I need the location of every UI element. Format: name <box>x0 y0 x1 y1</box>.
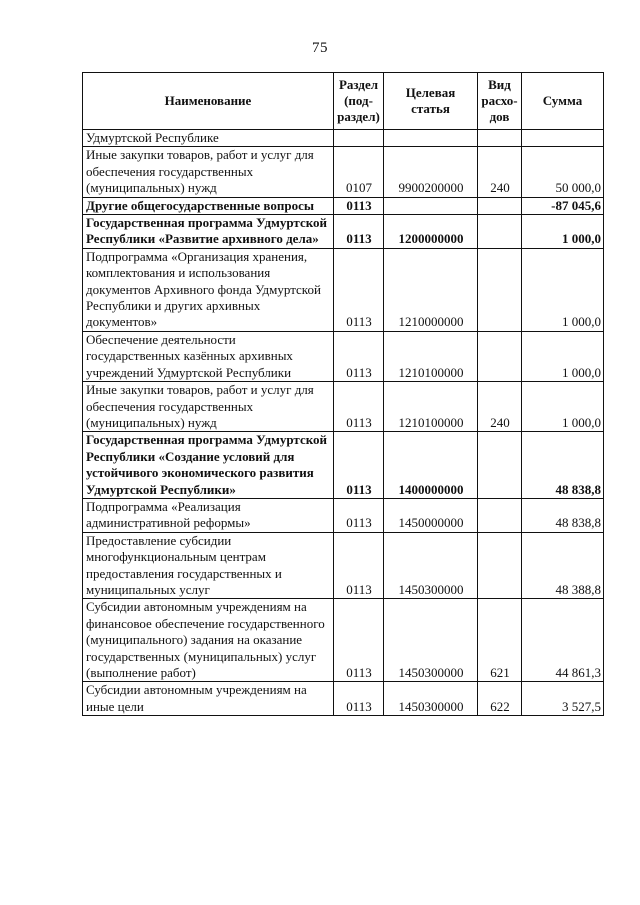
cell-name: Подпрограмма «Реализация административной реформы» <box>83 498 334 532</box>
cell-article: 1450000000 <box>384 498 478 532</box>
table-row <box>83 382 604 432</box>
cell-sum: 48 838,8 <box>522 432 604 499</box>
header-sum: Сумма <box>522 73 604 130</box>
cell-type <box>478 432 522 499</box>
cell-name: Иные закупки товаров, работ и услуг для обеспечения государственных (муниципальных) нужд <box>83 382 334 432</box>
cell-section: 0113 <box>334 498 384 532</box>
table-row <box>83 215 604 249</box>
cell-name: Субсидии автономным учреждениям на иные цели <box>83 682 334 716</box>
cell-article: 1200000000 <box>384 215 478 249</box>
cell-sum: 1 000,0 <box>522 215 604 249</box>
table-row <box>83 682 604 716</box>
table-row <box>83 498 604 532</box>
cell-type: 622 <box>478 682 522 716</box>
cell-name: Другие общегосударственные вопросы <box>83 197 334 214</box>
cell-article: 1210100000 <box>384 382 478 432</box>
header-name: Наименование <box>83 73 334 130</box>
table-row <box>83 432 604 499</box>
header-type: Вид расхо- дов <box>478 73 522 130</box>
cell-sum: 48 388,8 <box>522 532 604 599</box>
table-row <box>83 532 604 599</box>
cell-type <box>478 215 522 249</box>
cell-article: 1450300000 <box>384 682 478 716</box>
cell-section: 0113 <box>334 248 384 331</box>
budget-table <box>82 72 604 716</box>
cell-article <box>384 130 478 147</box>
cell-sum <box>522 130 604 147</box>
table-row <box>83 130 604 147</box>
table-row <box>83 248 604 331</box>
cell-article: 1210100000 <box>384 331 478 381</box>
table-header-row <box>83 73 604 130</box>
cell-name: Обеспечение деятельности государственных казённых архивных учреждений Удмуртской Республики <box>83 331 334 381</box>
header-section: Раздел (под- раздел) <box>334 73 384 130</box>
cell-section: 0113 <box>334 197 384 214</box>
cell-article: 1450300000 <box>384 599 478 682</box>
cell-type <box>478 331 522 381</box>
table-body <box>83 130 604 716</box>
cell-type <box>478 130 522 147</box>
cell-section: 0113 <box>334 382 384 432</box>
cell-name: Предоставление субсидии многофункциональным центрам предоставления государственных и муниципальных услуг <box>83 532 334 599</box>
cell-sum: -87 045,6 <box>522 197 604 214</box>
cell-sum: 48 838,8 <box>522 498 604 532</box>
cell-sum: 50 000,0 <box>522 147 604 197</box>
cell-name: Государственная программа Удмуртской Республики «Создание условий для устойчивого экономического развития Удмуртской Республики» <box>83 432 334 499</box>
cell-article: 1210000000 <box>384 248 478 331</box>
cell-type <box>478 532 522 599</box>
table-row <box>83 147 604 197</box>
cell-sum: 1 000,0 <box>522 382 604 432</box>
cell-article: 1400000000 <box>384 432 478 499</box>
cell-section: 0113 <box>334 432 384 499</box>
cell-type <box>478 197 522 214</box>
page-number: 75 <box>312 40 328 56</box>
cell-article: 1450300000 <box>384 532 478 599</box>
cell-name: Подпрограмма «Организация хранения, комплектования и использования документов Архивного фонда Удмуртской Республики и других архивных документов» <box>83 248 334 331</box>
cell-name: Иные закупки товаров, работ и услуг для обеспечения государственных (муниципальных) нужд <box>83 147 334 197</box>
header-article: Целевая статья <box>384 73 478 130</box>
cell-type <box>478 248 522 331</box>
cell-section: 0113 <box>334 599 384 682</box>
cell-sum: 3 527,5 <box>522 682 604 716</box>
cell-name: Государственная программа Удмуртской Республики «Развитие архивного дела» <box>83 215 334 249</box>
cell-sum: 1 000,0 <box>522 248 604 331</box>
cell-article: 9900200000 <box>384 147 478 197</box>
cell-type: 621 <box>478 599 522 682</box>
cell-sum: 1 000,0 <box>522 331 604 381</box>
cell-section: 0107 <box>334 147 384 197</box>
table-row <box>83 331 604 381</box>
table-row <box>83 197 604 214</box>
cell-section: 0113 <box>334 331 384 381</box>
cell-section <box>334 130 384 147</box>
cell-section: 0113 <box>334 215 384 249</box>
cell-name: Удмуртской Республике <box>83 130 334 147</box>
cell-type: 240 <box>478 382 522 432</box>
table-row <box>83 599 604 682</box>
cell-type <box>478 498 522 532</box>
cell-section: 0113 <box>334 532 384 599</box>
cell-type: 240 <box>478 147 522 197</box>
cell-section: 0113 <box>334 682 384 716</box>
cell-sum: 44 861,3 <box>522 599 604 682</box>
cell-article <box>384 197 478 214</box>
cell-name: Субсидии автономным учреждениям на финансовое обеспечение государственного (муниципального) задания на оказание государственных (муниципальных) услуг (выполнение работ) <box>83 599 334 682</box>
